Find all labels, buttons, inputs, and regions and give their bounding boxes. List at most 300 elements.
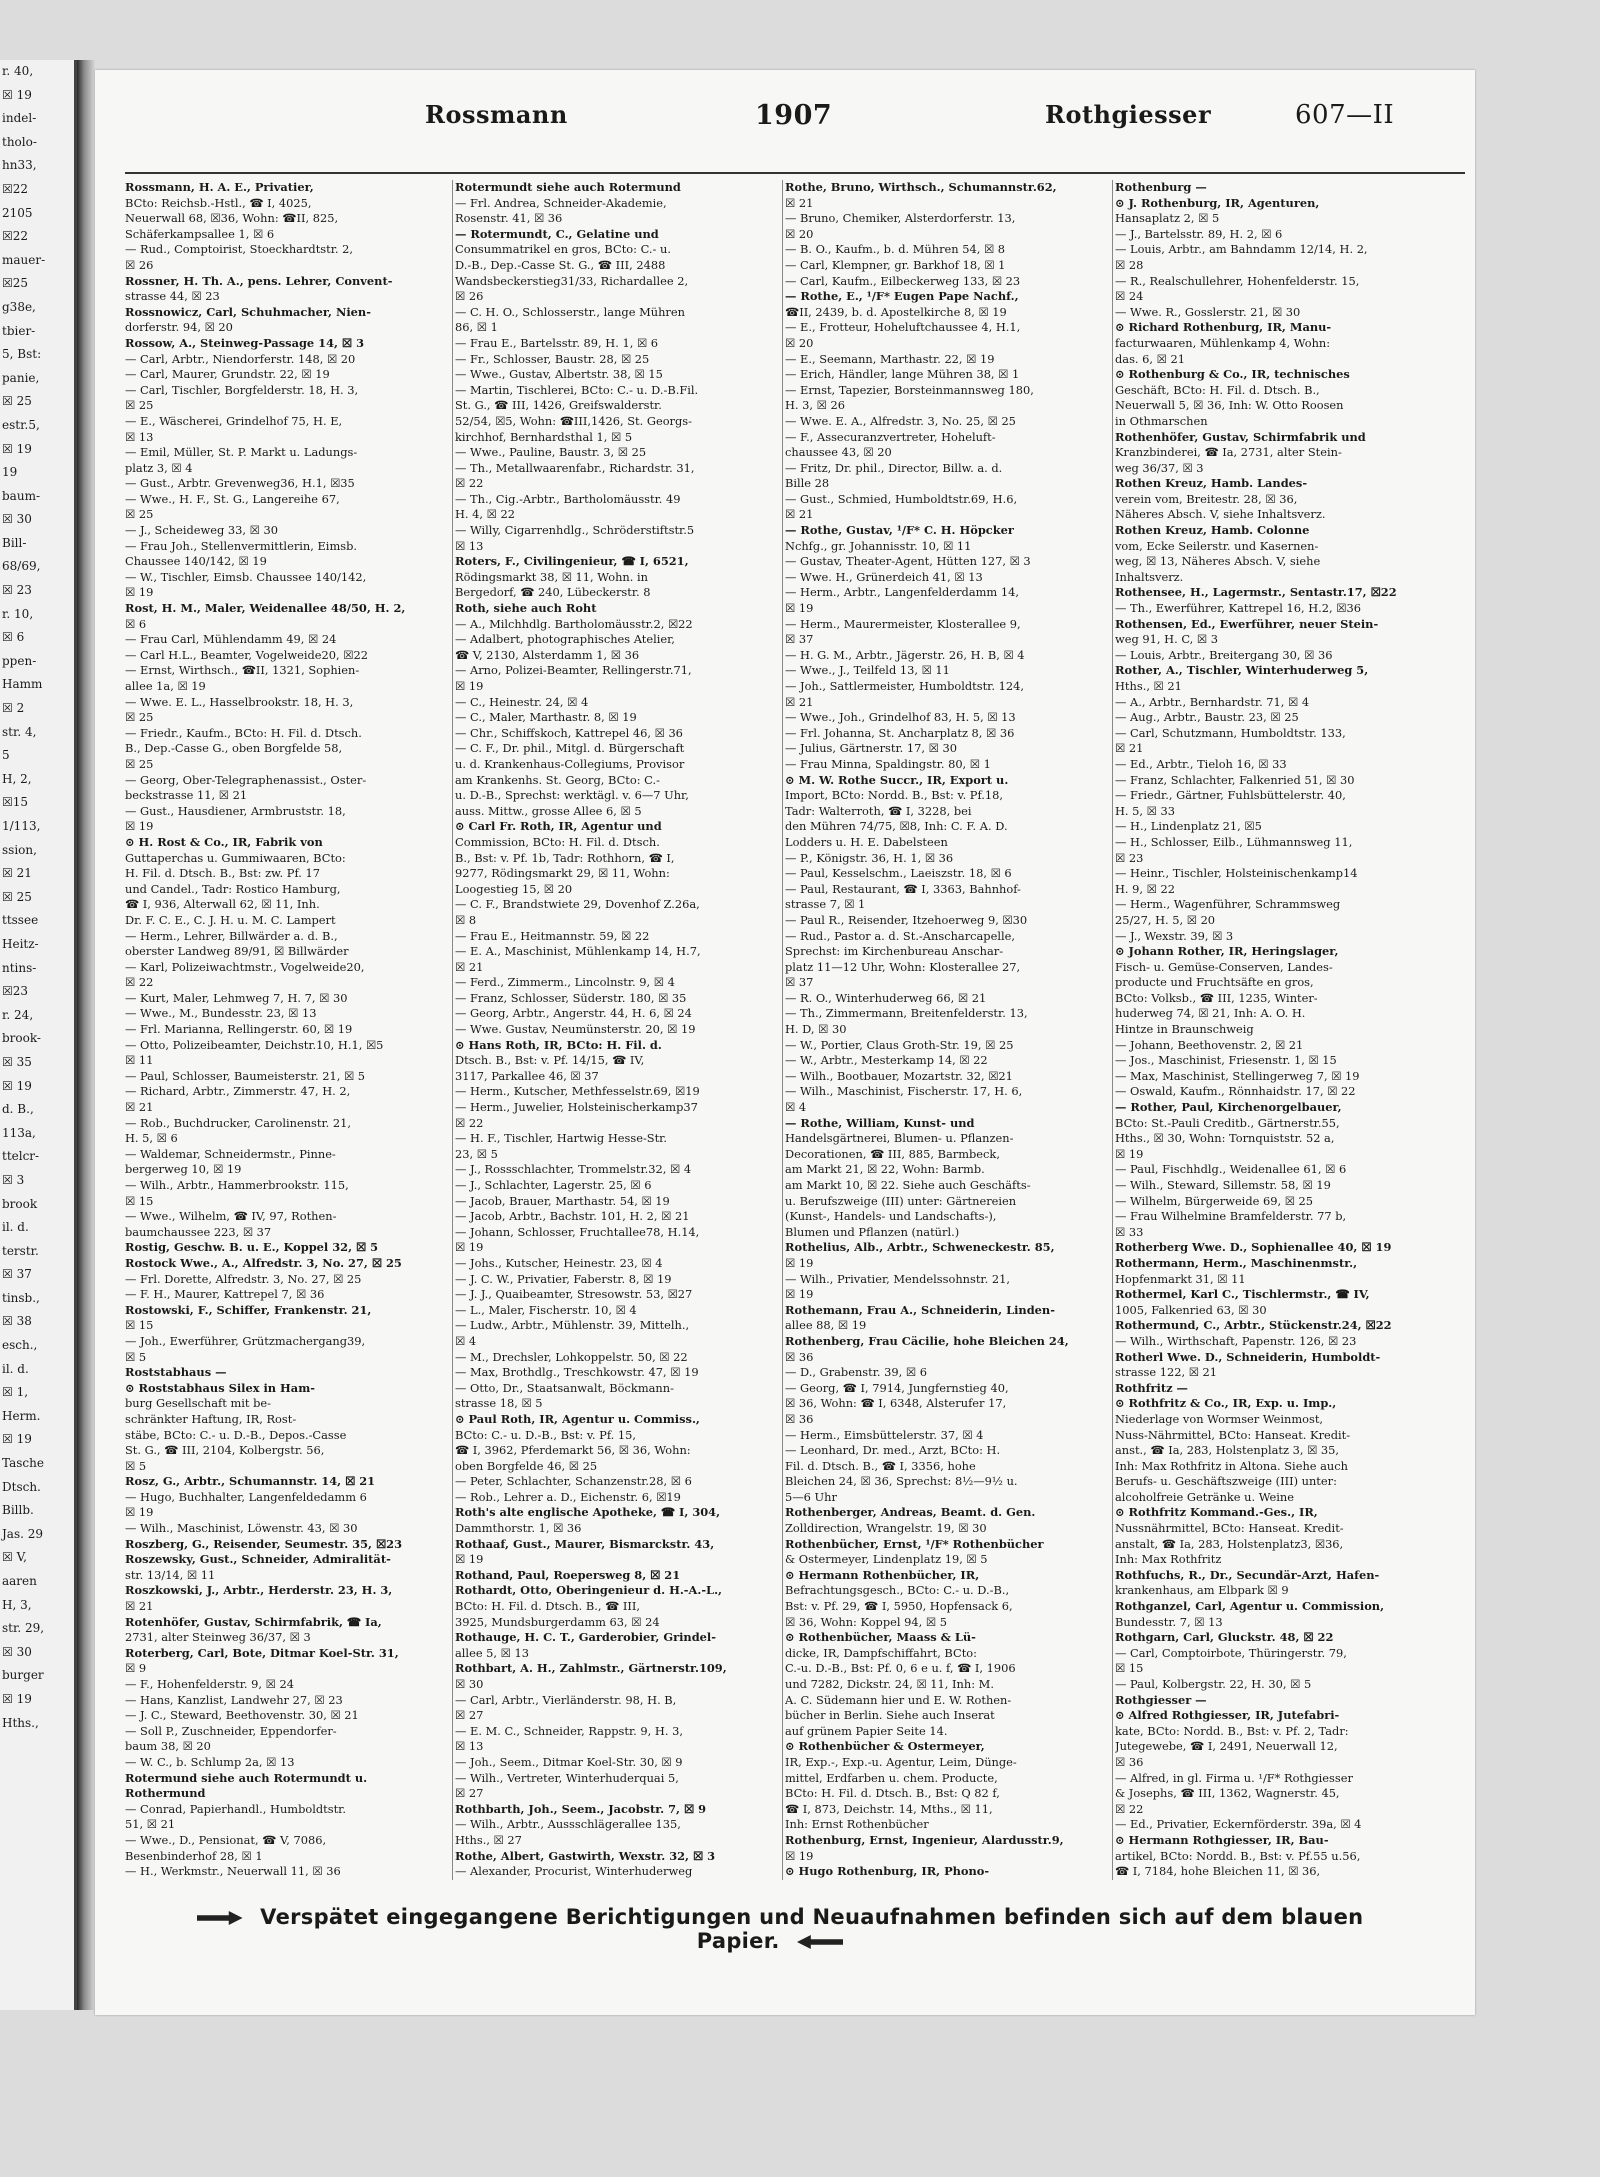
directory-entry-line: 25/27, H. 5, ☒ 20 [1115,912,1216,927]
directory-entry-line: anst., ☎ Ia, 283, Holstenplatz 3, ☒ 35, [1115,1443,1340,1458]
directory-entry-line: — C. F., Dr. phil., Mitgl. d. Bürgerschaft [455,741,685,756]
directory-entry-line: ⊙ Rothenbücher & Ostermeyer, [785,1739,985,1754]
directory-entry-line: — J., Schlachter, Lagerstr. 25, ☒ 6 [455,1178,652,1192]
directory-entry-line: — H. F., Tischler, Hartwig Hesse-Str. [455,1131,667,1146]
directory-entry-line: Rothardt, Otto, Oberingenieur d. H.-A.-L., [455,1583,723,1598]
fragment-line: Heitz- [2,936,39,951]
fragment-line: il. d. [2,1361,29,1376]
fragment-line: Bill- [2,535,27,550]
directory-entry-line: — Carl, Maurer, Grundstr. 22, ☒ 19 [125,367,330,382]
directory-entry-line: — Ed., Privatier, Eckernförderstr. 39a, ☒ 4 [1115,1817,1362,1832]
directory-entry-line: — Ferd., Zimmerm., Lincolnstr. 9, ☒ 4 [455,975,675,990]
directory-entry-line: ☒ 21 [1115,741,1144,756]
directory-entry-line: ☒ 19 [455,1552,484,1567]
directory-entry-line: — Rother, Paul, Kirchenorgelbauer, [1115,1100,1342,1115]
directory-entry-line: ☒ 22 [125,975,154,990]
directory-entry-line: ☒ 25 [125,398,154,413]
directory-entry-line: H. 9, ☒ 22 [1115,881,1175,896]
directory-entry-line: ☒ 21 [125,1599,154,1614]
directory-entry-line: 52/54, ☒5, Wohn: ☎III,1426, St. Georgs- [455,413,692,428]
directory-entry-line: ☒ 25 [125,710,154,725]
directory-entry-line: ☒ 9 [125,1661,147,1676]
directory-entry-line: — F., Hohenfelderstr. 9, ☒ 24 [125,1677,294,1691]
directory-entry-line: weg, ☒ 13, Näheres Absch. V, siehe [1115,554,1321,569]
fragment-line: str. 29, [2,1621,45,1636]
directory-entry-line: Roszkowski, J., Arbtr., Herderstr. 23, H. 3, [125,1583,393,1598]
directory-entry-line: ☎II, 2439, b. d. Apostelkirche 8, ☒ 19 [785,304,1007,319]
fragment-line: brook- [2,1031,41,1046]
directory-entry-line: Kranzbinderei, ☎ Ia, 2731, alter Stein- [1115,445,1342,460]
directory-entry-line: Rothermund, C., Arbtr., Stückenstr.24, ☒22 [1115,1318,1392,1333]
directory-entry-line: H. D, ☒ 30 [785,1022,847,1037]
directory-entry-line: 2731, alter Steinweg 36/37, ☒ 3 [125,1630,311,1645]
fragment-line: ☒15 [2,795,29,810]
directory-entry-line: BCto: C.- u. D.-B., Bst: v. Pf. 15, [455,1427,637,1442]
directory-entry-line: — F. H., Maurer, Kattrepel 7, ☒ 36 [125,1287,325,1302]
directory-entry-line: Rothbarth, Joh., Seem., Jacobstr. 7, ☒ 9 [455,1801,707,1816]
directory-entry-line: Rossow, A., Steinweg-Passage 14, ☒ 3 [125,335,365,350]
directory-entry-line: — Friedr., Kaufm., BCto: H. Fil. d. Dtsch. [125,725,362,740]
directory-entry-line: Rothbart, A. H., Zahlmstr., Gärtnerstr.109, [455,1661,727,1676]
directory-entry-line: ☒ 19 [455,679,484,693]
directory-entry-line: — Richard, Arbtr., Zimmerstr. 47, H. 2, [125,1084,351,1099]
fragment-line: ☒ 19 [2,441,32,456]
directory-entry-line: — Wilh., Bootbauer, Mozartstr. 32, ☒21 [785,1068,1013,1083]
directory-entry-line: — Ed., Arbtr., Tieloh 16, ☒ 33 [1115,756,1287,771]
directory-entry-line: bergerweg 10, ☒ 19 [125,1162,242,1177]
directory-entry-line: Lodders u. H. E. Dabelsteen [785,834,948,849]
directory-entry-line: — Frau E., Heitmannstr. 59, ☒ 22 [455,928,650,943]
directory-entry-line: auss. Mittw., grosse Allee 6, ☒ 5 [455,803,642,818]
directory-entry-line: dorferstr. 94, ☒ 20 [125,320,233,335]
directory-entry-line: — J., Rossschlachter, Trommelstr.32, ☒ 4 [455,1162,692,1177]
directory-entry-line: ⊙ H. Rost & Co., IR, Fabrik von [125,834,323,849]
directory-entry-line: Rothermund [125,1786,206,1801]
directory-entry-line: bücher in Berlin. Siehe auch Inserat [785,1708,995,1723]
directory-entry-line: anstalt, ☎ Ia, 283, Holstenplatz3, ☒36, [1115,1536,1344,1551]
fragment-line: Billb. [2,1503,34,1518]
directory-entry-line: Rothaaf, Gust., Maurer, Bismarckstr. 43, [455,1536,715,1551]
directory-entry-line: ☒ 33 [1115,1224,1144,1239]
directory-entry-line: — Rud., Comptoirist, Stoeckhardtstr. 2, [125,242,354,257]
directory-entry-line: ☒ 11 [125,1053,154,1068]
directory-entry-line: baum 38, ☒ 20 [125,1739,211,1754]
directory-entry-line: Rothe, Albert, Gastwirth, Wexstr. 32, ☒ 3 [455,1848,716,1863]
fragment-line: 113a, [2,1125,36,1140]
directory-entry-line: C.-u. D.-B., Bst: Pf. 0, 6 e u. f, ☎ I, 1906 [785,1661,1016,1676]
column-1 [125,180,443,1880]
directory-entry-line: — Wilh., Privatier, Mendelssohnstr. 21, [785,1271,1010,1286]
directory-entry-line: Rothen Kreuz, Hamb. Colonne [1115,523,1310,538]
directory-entry-line: ⊙ Johann Rother, IR, Heringslager, [1115,944,1339,959]
directory-entry-line: — Ernst, Tapezier, Borsteinmannsweg 180, [785,382,1034,397]
directory-entry-line: ☒ 21 [785,195,814,210]
directory-entry-line: — Rothe, William, Kunst- und [785,1115,975,1130]
directory-entry-line: — A., Milchhdlg. Bartholomäusstr.2, ☒22 [455,616,693,631]
directory-entry-line: Rothenhöfer, Gustav, Schirmfabrik und [1115,429,1366,444]
fragment-line: ntins- [2,960,37,975]
directory-entry-line: ⊙ Hugo Rothenburg, IR, Phono- [785,1864,990,1879]
fragment-line: H, 2, [2,771,32,786]
directory-entry-line: ☒ 13 [455,538,484,553]
directory-entry-line: — Louis, Arbtr., Breitergang 30, ☒ 36 [1115,647,1333,662]
fragment-line: Hamm [2,677,43,692]
directory-entry-line: — Karl, Polizeiwachtmstr., Vogelweide20, [125,959,365,974]
directory-entry-line: Rothgiesser — [1115,1692,1207,1707]
directory-entry-line: 23, ☒ 5 [455,1146,498,1161]
directory-entry-line: — Georg, Ober-Telegraphenassist., Oster- [125,772,367,787]
directory-entry-line: — Frl. Johanna, St. Ancharplatz 8, ☒ 36 [785,725,1015,740]
fragment-line: 5 [2,748,10,763]
directory-entry-line: Bleichen 24, ☒ 36, Sprechst: 8½—9½ u. [785,1474,1018,1489]
directory-entry-line: H. 5, ☒ 33 [1115,803,1175,818]
directory-entry-line: Blumen und Pflanzen (natürl.) [785,1224,960,1239]
fragment-line: 2105 [2,205,33,220]
directory-entry-line: ☒ 19 [455,1240,484,1255]
header-first-name: Rossmann [425,100,568,129]
directory-entry-line: ⊙ Rothenbücher, Maass & Lü- [785,1630,976,1645]
directory-entry-line: — Johs., Kutscher, Heinestr. 23, ☒ 4 [455,1255,663,1270]
directory-entry-line: — Georg, ☎ I, 7914, Jungfernstieg 40, [785,1380,1009,1395]
directory-entry-line: — Wwe. Gustav, Neumünsterstr. 20, ☒ 19 [455,1022,696,1037]
directory-entry-line: Roters, F., Civilingenieur, ☎ I, 6521, [455,554,689,569]
directory-entry-line: — Th., Zimmermann, Breitenfelderstr. 13, [785,1006,1028,1021]
fragment-line: esch., [2,1338,38,1353]
directory-entry-line: Bst: v. Pf. 29, ☎ I, 5950, Hopfensack 6, [785,1599,1013,1614]
directory-entry-line: 1005, Falkenried 63, ☒ 30 [1115,1302,1267,1317]
fragment-line: ☒ 19 [2,1691,32,1706]
directory-entry-line: ☒ 25 [125,756,154,771]
fragment-line: 1/113, [2,819,41,833]
directory-entry-line: Befrachtungsgesch., BCto: C.- u. D.-B., [785,1583,1010,1598]
directory-entry-line: ☒ 24 [1115,289,1144,304]
fragment-line: ☒23 [2,984,29,999]
directory-entry-line: burg Gesellschaft mit be- [125,1396,271,1411]
directory-entry-line: Rödingsmarkt 38, ☒ 11, Wohn. in [455,569,648,584]
directory-entry-line: BCto: Volksb., ☎ III, 1235, Winter- [1115,990,1318,1005]
directory-entry-line: Rothauge, H. C. T., Garderobier, Grindel- [455,1630,716,1645]
directory-entry-line: — Carl, Arbtr., Niendorferstr. 148, ☒ 20 [125,351,356,366]
directory-entry-line: Rothensen, Ed., Ewerführer, neuer Stein- [1115,616,1379,631]
directory-entry-line: ☒ 13 [455,1739,484,1754]
fragment-line: ☒ 19 [2,1432,32,1447]
directory-entry-line: Nussnährmittel, BCto: Hanseat. Kredit- [1115,1521,1344,1536]
directory-entry-line: allee 88, ☒ 19 [785,1318,867,1333]
directory-entry-line: Tadr: Walterroth, ☎ I, 3228, bei [785,803,972,818]
directory-entry-line: ☒ 13 [125,429,154,444]
directory-entry-line: ☒ 19 [125,585,154,600]
directory-entry-line: ⊙ Rothfritz Kommand.-Ges., IR, [1115,1505,1318,1520]
directory-entry-line: Neuerwall 68, ☒36, Wohn: ☎II, 825, [125,211,339,226]
header-year: 1907 [755,100,833,131]
directory-entry-line: — Wilh., Maschinist, Fischerstr. 17, H. 6, [785,1084,1023,1099]
directory-entry-line: ☎ I, 936, Alterwall 62, ☒ 11, Inh. [125,897,320,912]
directory-entry-line: beckstrasse 11, ☒ 21 [125,788,248,803]
directory-entry-line: — Louis, Arbtr., am Bahndamm 12/14, H. 2, [1115,242,1368,257]
directory-entry-line: — Herm., Kutscher, Methfesselstr.69, ☒19 [455,1084,700,1099]
fragment-line: ☒22 [2,181,29,196]
directory-entry-line: — Otto, Dr., Staatsanwalt, Böckmann- [455,1380,674,1395]
directory-entry-line: — C., Maler, Marthastr. 8, ☒ 19 [455,710,637,725]
directory-entry-line: ⊙ Rothfritz & Co., IR, Exp. u. Imp., [1115,1396,1337,1411]
directory-entry-line: Rothe, Bruno, Wirthsch., Schumannstr.62, [785,180,1057,194]
directory-entry-line: — Herm., Wagenführer, Schrammsweg [1115,897,1341,912]
directory-entry-line: — Paul, Restaurant, ☎ I, 3363, Bahnhof- [785,881,1021,896]
directory-entry-line: — Joh., Sattlermeister, Humboldtstr. 124, [785,679,1024,693]
fragment-line: Jas. 29 [2,1526,44,1541]
column-divider [452,180,453,1880]
directory-entry-line: Rothgarn, Carl, Gluckstr. 48, ☒ 22 [1115,1630,1334,1645]
directory-entry-line: — Max, Maschinist, Stellingerweg 7, ☒ 19 [1115,1068,1360,1083]
directory-entry-line: Rothenburg, Ernst, Ingenieur, Alardusstr.9, [785,1832,1064,1847]
directory-entry-line: ☒ 20 [785,335,814,350]
directory-entry-line: Roszberg, G., Reisender, Seumestr. 35, ☒23 [125,1536,403,1551]
directory-entry-line: ☒ 21 [455,959,484,974]
directory-entry-line: — C., Heinestr. 24, ☒ 4 [455,694,589,709]
directory-entry-line: ☒ 36, Wohn: Koppel 94, ☒ 5 [785,1614,947,1629]
directory-entry-line: Dr. F. C. E., C. J. H. u. M. C. Lampert [125,912,336,927]
directory-entry-line: — Frl. Marianna, Rellingerstr. 60, ☒ 19 [125,1022,353,1037]
directory-entry-line: Hths., ☒ 30, Wohn: Tornquiststr. 52 a, [1115,1131,1335,1146]
directory-entry-line: ⊙ Hermann Rothenbücher, IR, [785,1567,980,1582]
directory-entry-line: ☒ 37 [785,632,814,647]
fragment-line: ssion, [2,842,37,857]
directory-entry-line: — Carl, Schutzmann, Humboldtstr. 133, [1115,725,1346,740]
directory-entry-line: Rothenberg, Frau Cäcilie, hohe Bleichen 24, [785,1333,1069,1348]
directory-entry-line: Rothen Kreuz, Hamb. Landes- [1115,476,1308,491]
column-divider [782,180,783,1880]
fragment-line: ☒22 [2,229,29,244]
directory-entry-line: — Conrad, Papierhandl., Humboldtstr. [125,1801,346,1816]
directory-entry-line: Dammthorstr. 1, ☒ 36 [455,1521,582,1536]
directory-entry-line: Rothenburg — [1115,180,1207,194]
pointing-hand-icon [797,1935,843,1949]
directory-entry-line: am Markt 21, ☒ 22, Wohn: Barmb. [785,1162,985,1177]
fragment-line: ☒ 2 [2,701,25,716]
directory-entry-line: Jutegewebe, ☎ I, 2491, Neuerwall 12, [1115,1739,1338,1754]
running-header [125,100,1475,134]
directory-entry-line: allee 5, ☒ 13 [455,1645,529,1660]
directory-entry-line: ⊙ Rothenburg & Co., IR, technisches [1115,367,1350,382]
directory-entry-line: — Frl. Dorette, Alfredstr. 3, No. 27, ☒ 25 [125,1271,362,1286]
directory-entry-line: ☒ 5 [125,1349,147,1364]
directory-entry-line: — Wwe., Gustav, Albertstr. 38, ☒ 15 [455,367,663,382]
fragment-line: Herm. [2,1408,41,1423]
directory-entry-line: — Aug., Arbtr., Baustr. 23, ☒ 25 [1115,710,1299,725]
fragment-line: r. 24, [2,1007,34,1022]
directory-entry-line: Roth's alte englische Apotheke, ☎ I, 304, [455,1505,721,1520]
directory-entry-line: — Chr., Schiffskoch, Kattrepel 46, ☒ 36 [455,725,683,740]
directory-entry-line: — Paul, Schlosser, Baumeisterstr. 21, ☒ 5 [125,1068,366,1083]
fragment-line: ☒ 37 [2,1267,32,1282]
directory-entry-line: strasse 18, ☒ 5 [455,1396,543,1411]
directory-entry-line: — W., Portier, Claus Groth-Str. 19, ☒ 25 [785,1037,1014,1052]
directory-entry-line: — E. M. C., Schneider, Rappstr. 9, H. 3, [455,1723,683,1738]
directory-entry-line: in Othmarschen [1115,413,1208,428]
footer-notice-text: Verspätet eingegangene Berichtigungen und Neuaufnahmen befinden sich auf dem blauen Papier. [260,1905,1364,1953]
previous-page-edge [0,60,77,2010]
directory-entry-line: Rossner, H. Th. A., pens. Lehrer, Convent- [125,273,393,288]
directory-entry-line: Rothermann, Herm., Maschinenmstr., [1115,1255,1358,1270]
fragment-line: mauer- [2,252,46,267]
directory-entry-line: — Jos., Maschinist, Friesenstr. 1, ☒ 15 [1115,1053,1337,1068]
directory-entry-line: BCto: St.-Pauli Creditb., Gärtnerstr.55, [1115,1115,1340,1130]
directory-entry-line: — Gust., Arbtr. Grevenweg36, H.1, ☒35 [125,476,355,491]
fragment-line: indel- [2,111,37,126]
directory-entry-line: stäbe, BCto: C.- u. D.-B., Depos.-Casse [125,1427,347,1442]
directory-entry-line: Inh: Ernst Rothenbücher [785,1817,929,1832]
directory-entry-line: — A., Arbtr., Bernhardstr. 71, ☒ 4 [1115,694,1310,709]
directory-entry-line: — Joh., Seem., Ditmar Koel-Str. 30, ☒ 9 [455,1754,683,1769]
directory-entry-line: — Heinr., Tischler, Holsteinischenkamp14 [1115,866,1358,881]
directory-entry-line: huderweg 74, ☒ 21, Inh: A. O. H. [1115,1006,1306,1021]
fragment-line: 5, Bst: [2,347,42,362]
directory-entry-line: Guttaperchas u. Gummiwaaren, BCto: [125,850,346,865]
directory-entry-line: Rothemann, Frau A., Schneiderin, Linden- [785,1302,1055,1317]
directory-entry-line: ⊙ Carl Fr. Roth, IR, Agentur und [455,819,662,834]
directory-entry-line: Besenbinderhof 28, ☒ 1 [125,1848,263,1863]
directory-entry-line: H. 4, ☒ 22 [455,507,515,522]
directory-entry-line: — Carl, Tischler, Borgfelderstr. 18, H. 3, [125,382,359,397]
fragment-line: panie, [2,370,40,385]
directory-entry-line: Rothand, Paul, Roepersweg 8, ☒ 21 [455,1567,681,1582]
directory-entry-line: Rotherberg Wwe. D., Sophienallee 40, ☒ 19 [1115,1240,1392,1255]
footer-notice [160,1905,1390,1953]
directory-columns [125,180,1465,1880]
directory-entry-line: ☒ 19 [785,1255,814,1270]
directory-entry-line: — Th., Cig.-Arbtr., Bartholomäusstr. 49 [455,491,681,506]
directory-entry-line: — E., Frotteur, Hoheluftchaussee 4, H.1, [785,320,1021,335]
directory-entry-line: krankenhaus, am Elbpark ☒ 9 [1115,1583,1289,1598]
fragment-line: Dtsch. [2,1479,41,1494]
fragment-line: str. 4, [2,724,37,739]
directory-entry-line: ☎ I, 873, Deichstr. 14, Mths., ☒ 11, [785,1801,993,1816]
directory-entry-line: Hintze in Braunschweig [1115,1022,1254,1037]
fragment-line: brook [2,1196,38,1211]
directory-entry-line: Zolldirection, Wrangelstr. 19, ☒ 30 [785,1521,987,1536]
directory-entry-line: — Th., Metallwaarenfabr., Richardstr. 31, [455,460,695,475]
directory-entry-line: baumchaussee 223, ☒ 37 [125,1224,272,1239]
directory-entry-line: ☒ 30 [455,1677,484,1691]
directory-entry-line: (Kunst-, Handels- und Landschafts-), [785,1209,997,1224]
directory-entry-line: ⊙ M. W. Rothe Succr., IR, Export u. [785,772,1009,787]
directory-entry-line: — Wwe., J., Teilfeld 13, ☒ 11 [785,663,950,678]
directory-entry-line: ☒ 4 [455,1333,477,1348]
fragment-line: ttssee [2,913,39,928]
directory-entry-line: ☎ I, 7184, hohe Bleichen 11, ☒ 36, [1115,1864,1321,1879]
column-divider [1112,180,1113,1880]
directory-entry-line: 5—6 Uhr [785,1489,837,1504]
directory-entry-line: — F., Assecuranzvertreter, Hoheluft- [785,429,996,444]
directory-entry-line: — Wwe. R., Gosslerstr. 21, ☒ 30 [1115,304,1301,319]
directory-entry-line: — Ernst, Wirthsch., ☎II, 1321, Sophien- [125,663,360,678]
directory-entry-line: B., Dep.-Casse G., oben Borgfelde 58, [125,741,343,756]
directory-entry-line: Bundesstr. 7, ☒ 13 [1115,1614,1223,1629]
fragment-line: ☒ 1, [2,1385,29,1400]
directory-entry-line: Wandsbeckerstieg31/33, Richardallee 2, [455,273,689,288]
directory-entry-line: Nchfg., gr. Johannisstr. 10, ☒ 11 [785,538,972,553]
directory-entry-line: — Peter, Schlachter, Schanzenstr.28, ☒ 6 [455,1474,692,1489]
directory-entry-line: Rostowski, F., Schiffer, Frankenstr. 21, [125,1302,372,1317]
directory-entry-line: am Krankenhs. St. Georg, BCto: C.- [455,772,660,787]
pointing-hand-icon [197,1911,243,1925]
directory-entry-line: — J., Wexstr. 39, ☒ 3 [1115,928,1234,943]
directory-entry-line: — Wilh., Wirthschaft, Papenstr. 126, ☒ 23 [1115,1333,1357,1348]
directory-entry-line: ⊙ Paul Roth, IR, Agentur u. Commiss., [455,1411,700,1426]
fragment-line: Hths., [2,1715,39,1730]
directory-entry-line: Chaussee 140/142, ☒ 19 [125,554,267,569]
directory-entry-line: weg 36/37, ☒ 3 [1115,460,1204,475]
directory-entry-line: — Wwe., Wilhelm, ☎ IV, 97, Rothen- [125,1209,337,1224]
fragment-line: ☒ V, [2,1550,27,1565]
directory-entry-line: — Oswald, Kaufm., Rönnhaidstr. 17, ☒ 22 [1115,1084,1356,1099]
directory-entry-line: — Emil, Müller, St. P. Markt u. Ladungs- [125,445,358,460]
directory-entry-line: Rossnowicz, Carl, Schuhmacher, Nien- [125,304,371,319]
directory-entry-line: Näheres Absch. V, siehe Inhaltsverz. [1115,507,1326,522]
directory-entry-line: ☒ 19 [125,1505,154,1520]
directory-entry-line: und 7282, Dickstr. 24, ☒ 11, Inh: M. [785,1677,994,1691]
fragment-line: d. B., [2,1102,34,1117]
directory-entry-line: — Rothe, Gustav, ¹/F* C. H. Höpcker [785,523,1014,538]
directory-entry-line: ⊙ Roststabhaus Silex in Ham- [125,1380,315,1395]
directory-entry-line: — Wwe. E. A., Alfredstr. 3, No. 25, ☒ 25 [785,413,1016,428]
directory-entry-line: — Herm., Juwelier, Holsteinischerkamp37 [455,1100,698,1115]
fragment-line: hn33, [2,158,37,173]
directory-entry-line: — Herm., Arbtr., Langenfelderdamm 14, [785,585,1019,600]
directory-entry-line: Rotherl Wwe. D., Schneiderin, Humboldt- [1115,1349,1381,1364]
directory-entry-line: ⊙ Alfred Rothgiesser, IR, Jutefabri- [1115,1708,1340,1723]
directory-entry-line: — W. C., b. Schlump 2a, ☒ 13 [125,1754,295,1769]
directory-entry-line: — Joh., Ewerführer, Grützmachergang39, [125,1333,366,1348]
directory-entry-line: ☒ 28 [1115,257,1144,272]
previous-page-fragments [0,60,74,1735]
directory-entry-line: — Otto, Polizeibeamter, Deichstr.10, H.1, ☒5 [125,1037,384,1052]
directory-entry-line: Consummatrikel en gros, BCto: C.- u. [455,242,671,257]
directory-entry-line: weg 91, H. C, ☒ 3 [1115,632,1218,647]
fragment-line: ☒ 6 [2,630,25,645]
directory-entry-line: — J. C., Steward, Beethovenstr. 30, ☒ 21 [125,1708,359,1723]
fragment-line: ☒ 25 [2,394,32,409]
directory-entry-line: kate, BCto: Nordd. B., Bst: v. Pf. 2, Tadr: [1115,1723,1349,1738]
directory-entry-line: — Carl, Comptoirbote, Thüringerstr. 79, [1115,1645,1347,1660]
directory-entry-line: ☒ 19 [785,1287,814,1302]
directory-entry-line: ☒ 15 [1115,1661,1144,1676]
directory-entry-line: — Gust., Schmied, Humboldtstr.69, H.6, [785,491,1018,506]
fragment-line: tinsb., [2,1290,40,1305]
directory-entry-line: ⊙ J. Rothenburg, IR, Agenturen, [1115,195,1320,210]
directory-entry-line: — H., Schlosser, Eilb., Lühmannsweg 11, [1115,834,1353,849]
directory-entry-line: BCto: Reichsb.-Hstl., ☎ I, 4025, [125,195,312,210]
directory-entry-line: u. d. Krankenhaus-Collegiums, Provisor [455,756,685,771]
directory-entry-line: — R., Realschullehrer, Hohenfelderstr. 15, [1115,273,1360,288]
directory-entry-line: — Jacob, Arbtr., Bachstr. 101, H. 2, ☒ 21 [455,1209,690,1224]
directory-entry-line: strasse 44, ☒ 23 [125,289,220,304]
fragment-line: aaren [2,1574,37,1588]
directory-entry-line: Handelsgärtnerei, Blumen- u. Pflanzen- [785,1131,1014,1146]
directory-entry-line: 9277, Rödingsmarkt 29, ☒ 11, Wohn: [455,866,670,881]
directory-entry-line: — Julius, Gärtnerstr. 17, ☒ 30 [785,741,957,756]
directory-entry-line: B., Bst: v. Pf. 1b, Tadr: Rothhorn, ☎ I, [455,850,675,865]
directory-entry-line: ☒ 22 [455,1115,484,1130]
book-gutter [77,60,95,2010]
directory-entry-line: Geschäft, BCto: H. Fil. d. Dtsch. B., [1115,382,1320,397]
directory-entry-line: allee 1a, ☒ 19 [125,679,206,693]
directory-entry-line: — Johann, Schlosser, Fruchtallee78, H.14, [455,1224,700,1239]
directory-entry-line: — H., Werkmstr., Neuerwall 11, ☒ 36 [125,1864,341,1879]
directory-entry-line: ☒ 26 [455,289,484,304]
directory-entry-line: Rossmann, H. A. E., Privatier, [125,180,314,194]
directory-entry-line: — Th., Ewerführer, Kattrepel 16, H.2, ☒36 [1115,601,1361,616]
